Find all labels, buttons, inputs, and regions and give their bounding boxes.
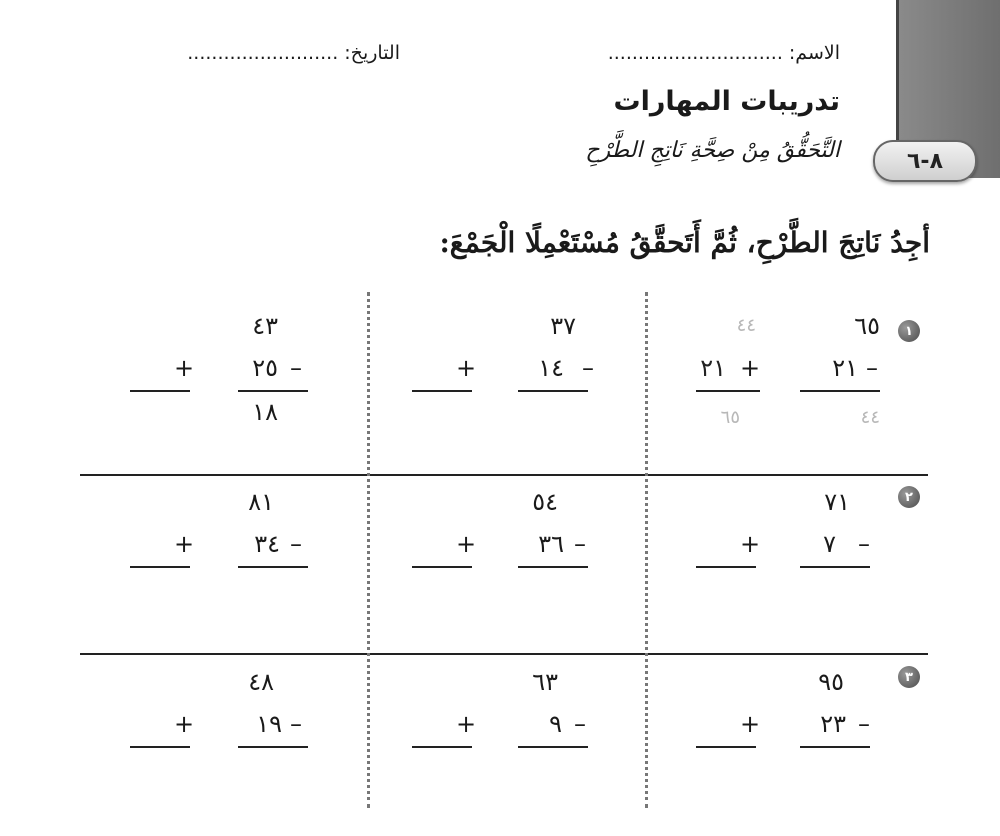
answer-line: [800, 390, 880, 392]
check-answer-line: [696, 390, 760, 392]
date-field[interactable]: التاريخ: .........................: [187, 42, 400, 64]
plus-sign: +: [740, 354, 761, 382]
minus-sign: –: [858, 530, 870, 558]
page-title: تدريبات المهارات: [613, 86, 840, 117]
check-addend-top: ٤٤: [736, 315, 756, 336]
subtraction-problem: [518, 668, 598, 758]
minuend: ٦٥: [854, 312, 880, 340]
exercise-number-badge: ١: [898, 320, 920, 342]
minus-sign: –: [858, 710, 870, 738]
minus-sign: –: [574, 530, 586, 558]
plus-sign: +: [456, 710, 477, 738]
minus-sign: –: [582, 354, 594, 382]
subtraction-problem: [800, 312, 880, 428]
subtrahend: ٢٥: [252, 354, 278, 382]
lesson-number-badge: ٨-٦: [873, 140, 977, 182]
exercise-number-badge: ٢: [898, 486, 920, 508]
answer-line: [800, 566, 870, 568]
check-answer-line: [412, 746, 472, 748]
subtraction-problem: [800, 668, 880, 758]
plus-sign: +: [740, 530, 761, 558]
check-answer-line: [696, 746, 756, 748]
minus-sign: –: [290, 530, 302, 558]
minuend: ٤٣: [252, 312, 278, 340]
subtraction-problem: [238, 668, 318, 758]
row-divider: [80, 474, 928, 476]
check-answer-line: [412, 390, 472, 392]
plus-sign: +: [456, 530, 477, 558]
minuend: ٣٧: [550, 312, 576, 340]
addition-check: [130, 668, 210, 758]
subtraction-problem: [238, 488, 318, 578]
check-answer-line: [412, 566, 472, 568]
subtrahend: ٩: [549, 710, 562, 738]
plus-sign: +: [174, 710, 195, 738]
difference-answer[interactable]: ١٨: [252, 398, 278, 426]
check-answer-line: [130, 390, 190, 392]
check-answer-line: [130, 566, 190, 568]
minus-sign: –: [290, 710, 302, 738]
lesson-subtitle: التَّحَقُّقُ مِنْ صِحَّةِ نَاتِجِ الطَّرْحِ: [585, 138, 840, 163]
minuend: ٧١: [824, 488, 850, 516]
check-answer-line: [130, 746, 190, 748]
addition-check: [696, 488, 776, 578]
addition-check: [696, 668, 776, 758]
subtraction-problem: [800, 488, 880, 578]
minuend: ٦٣: [532, 668, 558, 696]
answer-line: [518, 566, 588, 568]
difference-answer[interactable]: ٤٤: [860, 407, 880, 428]
answer-line: [238, 390, 308, 392]
exercise-number-badge: ٣: [898, 666, 920, 688]
plus-sign: +: [174, 354, 195, 382]
instruction-text: أجِدُ نَاتِجَ الطَّرْحِ، ثُمَّ أَتَحقَّقُ مُسْتَعْمِلًا الْجَمْعَ:: [439, 226, 930, 259]
subtraction-problem: [238, 312, 318, 426]
plus-sign: +: [740, 710, 761, 738]
check-answer-line: [696, 566, 756, 568]
minuend: ٥٤: [532, 488, 558, 516]
addition-check: [412, 668, 492, 758]
minuend: ٨١: [248, 488, 274, 516]
addition-check: [412, 488, 492, 578]
answer-line: [518, 390, 588, 392]
subtrahend: ١٩: [256, 710, 282, 738]
subtrahend: ٢٣: [820, 710, 846, 738]
row-divider: [80, 653, 928, 655]
addition-check: [130, 312, 210, 422]
answer-line: [800, 746, 870, 748]
column-divider: [367, 292, 370, 808]
subtraction-problem: [518, 312, 598, 422]
minus-sign: –: [574, 710, 586, 738]
subtrahend: ٣٦: [538, 530, 564, 558]
minuend: ٩٥: [818, 668, 844, 696]
plus-sign: +: [456, 354, 477, 382]
subtrahend: ٣٤: [254, 530, 280, 558]
answer-line: [518, 746, 588, 748]
check-addend-bottom: ٢١: [700, 354, 726, 382]
subtrahend: ٢١: [832, 354, 858, 382]
column-divider: [645, 292, 648, 808]
subtrahend: ١٤: [538, 354, 564, 382]
check-sum-answer[interactable]: ٦٥: [720, 407, 740, 428]
answer-line: [238, 746, 308, 748]
minus-sign: –: [866, 354, 878, 382]
minus-sign: –: [290, 354, 302, 382]
plus-sign: +: [174, 530, 195, 558]
addition-check: [412, 312, 492, 422]
subtrahend: ٧: [823, 530, 836, 558]
answer-line: [238, 566, 308, 568]
subtraction-problem: [518, 488, 598, 578]
addition-check: [130, 488, 210, 578]
minuend: ٤٨: [248, 668, 274, 696]
name-field[interactable]: الاسم: .............................: [607, 42, 840, 64]
addition-check: [696, 312, 776, 428]
